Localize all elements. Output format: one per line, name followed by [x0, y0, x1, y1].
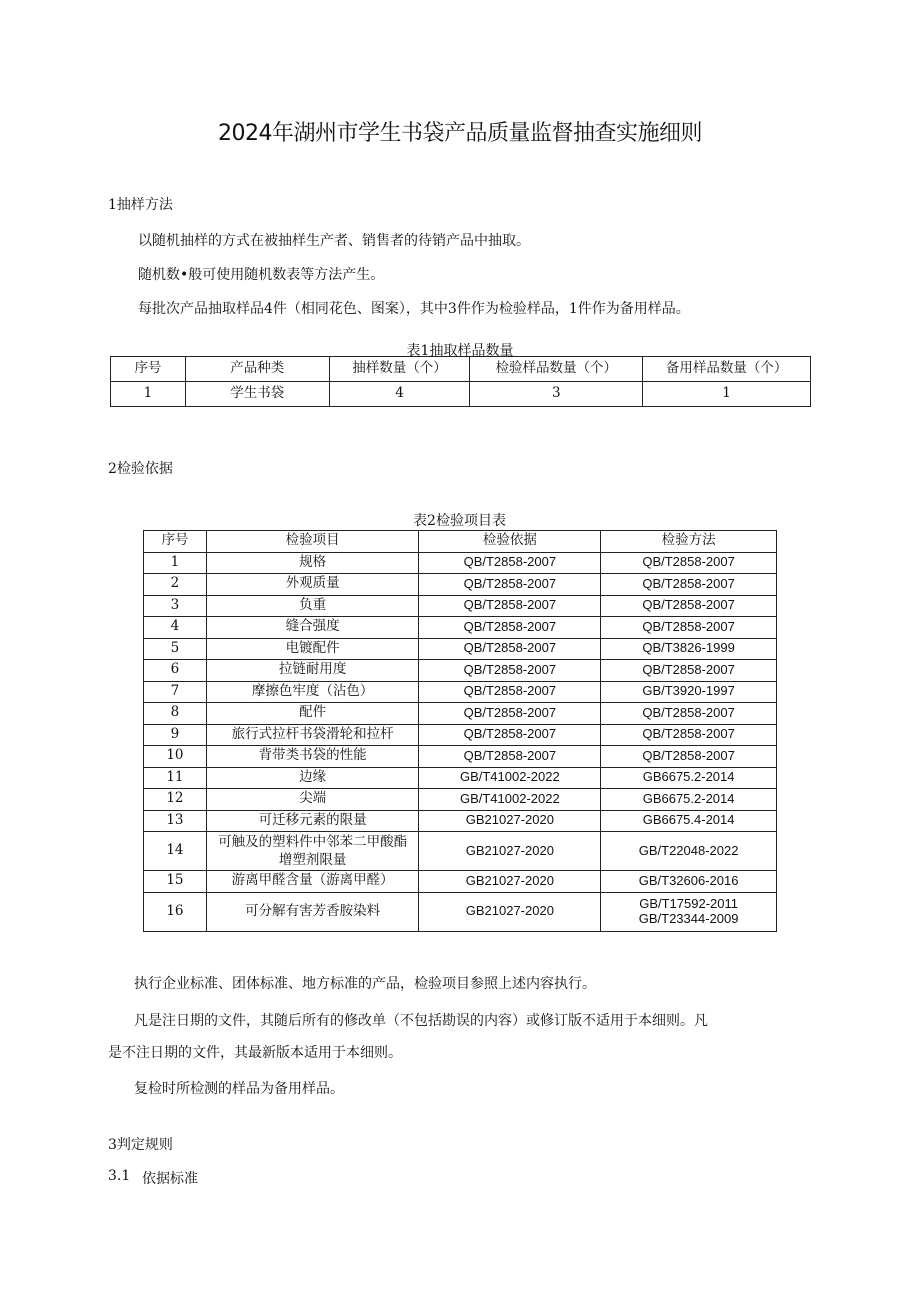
row-number-cell: 5 [144, 638, 207, 660]
inspection-basis-cell: QB/T2858-2007 [419, 681, 601, 703]
inspection-item-cell: 缝合强度 [206, 617, 419, 639]
inspection-basis-cell: QB/T2858-2007 [419, 595, 601, 617]
inspection-basis-cell: QB/T2858-2007 [419, 552, 601, 574]
page-title: 2024年湖州市学生书袋产品质量监督抽查实施细则 [218, 121, 702, 146]
table-row [144, 767, 777, 789]
inspection-item-cell: 摩擦色牢度（沾色） [206, 681, 419, 703]
subsection-heading: 依据标准 [142, 1171, 198, 1187]
table-row [144, 638, 777, 660]
table-header-row [144, 531, 777, 553]
table-row [144, 892, 777, 931]
inspection-item-cell: 可迁移元素的限量 [206, 810, 419, 832]
column-header: 备用样品数量（个） [643, 357, 811, 382]
inspection-basis-cell: GB21027-2020 [419, 832, 601, 871]
inspection-basis-cell: GB/T41002-2022 [419, 767, 601, 789]
inspection-basis-cell: GB21027-2020 [419, 892, 601, 931]
table-row [144, 574, 777, 596]
note-3: 复检时所检测的样品为备用样品。 [134, 1081, 344, 1097]
note-2-line-1: 凡是注日期的文件，其随后所有的修改单（不包括勘误的内容）或修订版不适用于本细则。凡 [134, 1013, 708, 1029]
subsection-number: 3.1 [108, 1168, 131, 1184]
table-row [144, 724, 777, 746]
sample-quantity-table [110, 356, 811, 407]
inspection-method-cell: QB/T3826-1999 [601, 638, 777, 660]
column-header: 产品种类 [185, 357, 329, 382]
inspection-basis-cell: GB21027-2020 [419, 871, 601, 893]
inspection-item-cell: 边缘 [206, 767, 419, 789]
row-number-cell: 7 [144, 681, 207, 703]
table-header-row [111, 357, 811, 382]
row-number-cell: 15 [144, 871, 207, 893]
inspection-item-cell: 可触及的塑料件中邻苯二甲酸酯增塑剂限量 [206, 832, 419, 871]
row-number-cell: 1 [144, 552, 207, 574]
row-number-cell: 6 [144, 660, 207, 682]
table-1-caption: 表1抽取样品数量 [406, 343, 514, 359]
column-header: 序号 [111, 357, 186, 382]
column-header: 检验依据 [419, 531, 601, 553]
row-number-cell: 2 [144, 574, 207, 596]
column-header: 检验项目 [206, 531, 419, 553]
section-2-heading: 2检验依据 [108, 461, 173, 477]
row-number-cell: 12 [144, 789, 207, 811]
section-1-heading: 1抽样方法 [108, 197, 173, 213]
table-row [144, 595, 777, 617]
inspection-method-line: GB/T17592-2011 [639, 895, 738, 911]
inspection-basis-cell: QB/T2858-2007 [419, 660, 601, 682]
inspection-basis-cell: QB/T2858-2007 [419, 746, 601, 768]
inspection-basis-cell: QB/T2858-2007 [419, 724, 601, 746]
row-number-cell: 11 [144, 767, 207, 789]
table-cell: 4 [329, 382, 470, 407]
table-row [144, 552, 777, 574]
section-1-paragraph-2: 随机数•般可使用随机数表等方法产生。 [138, 267, 385, 283]
inspection-method-cell: QB/T2858-2007 [601, 703, 777, 725]
inspection-method-cell: QB/T2858-2007 [601, 595, 777, 617]
table-row [144, 832, 777, 871]
row-number-cell: 9 [144, 724, 207, 746]
table-row [144, 810, 777, 832]
table-row [144, 746, 777, 768]
row-number-cell: 13 [144, 810, 207, 832]
inspection-item-cell: 外观质量 [206, 574, 419, 596]
inspection-item-cell: 可分解有害芳香胺染料 [206, 892, 419, 931]
inspection-basis-cell: QB/T2858-2007 [419, 574, 601, 596]
inspection-items-table [143, 530, 777, 932]
row-number-cell: 8 [144, 703, 207, 725]
section-3-heading: 3判定规则 [108, 1137, 173, 1153]
inspection-method-cell: GB6675.2-2014 [601, 767, 777, 789]
inspection-basis-cell: GB/T41002-2022 [419, 789, 601, 811]
table-row [144, 617, 777, 639]
inspection-basis-cell: QB/T2858-2007 [419, 638, 601, 660]
inspection-item-cell: 旅行式拉杆书袋滑轮和拉杆 [206, 724, 419, 746]
table-cell: 1 [111, 382, 186, 407]
inspection-method-cell: QB/T2858-2007 [601, 574, 777, 596]
inspection-item-cell: 背带类书袋的性能 [206, 746, 419, 768]
inspection-method-cell: QB/T2858-2007 [601, 724, 777, 746]
column-header: 序号 [144, 531, 207, 553]
inspection-method-cell: GB/T3920-1997 [601, 681, 777, 703]
table-row [144, 681, 777, 703]
table-row [144, 703, 777, 725]
table-cell: 3 [470, 382, 643, 407]
inspection-basis-cell: QB/T2858-2007 [419, 617, 601, 639]
row-number-cell: 10 [144, 746, 207, 768]
inspection-basis-cell: QB/T2858-2007 [419, 703, 601, 725]
table-2-caption: 表2检验项目表 [413, 513, 506, 529]
inspection-method-cell: GB/T22048-2022 [601, 832, 777, 871]
row-number-cell: 4 [144, 617, 207, 639]
inspection-method-cell: QB/T2858-2007 [601, 617, 777, 639]
table-row [144, 660, 777, 682]
inspection-method-cell: GB/T32606-2016 [601, 871, 777, 893]
inspection-item-cell: 尖端 [206, 789, 419, 811]
table-cell: 1 [643, 382, 811, 407]
table-row [111, 382, 811, 407]
row-number-cell: 16 [144, 892, 207, 931]
table-row [144, 871, 777, 893]
inspection-item-cell: 配件 [206, 703, 419, 725]
inspection-item-cell: 电镀配件 [206, 638, 419, 660]
inspection-method-cell: QB/T2858-2007 [601, 552, 777, 574]
inspection-method-cell [601, 892, 777, 931]
section-1-paragraph-3: 每批次产品抽取样品4件（相同花色、图案），其中3件作为检验样品，1件作为备用样品。 [138, 301, 690, 317]
inspection-item-cell: 游离甲醛含量（游离甲醛） [206, 871, 419, 893]
row-number-cell: 14 [144, 832, 207, 871]
inspection-method-line: GB/T23344-2009 [638, 910, 739, 926]
inspection-item-cell: 规格 [206, 552, 419, 574]
table-cell: 学生书袋 [185, 382, 329, 407]
note-1: 执行企业标准、团体标准、地方标准的产品，检验项目参照上述内容执行。 [134, 976, 596, 992]
inspection-basis-cell: GB21027-2020 [419, 810, 601, 832]
inspection-item-cell: 拉链耐用度 [206, 660, 419, 682]
row-number-cell: 3 [144, 595, 207, 617]
inspection-method-cell: GB6675.2-2014 [601, 789, 777, 811]
column-header: 抽样数量（个） [329, 357, 470, 382]
column-header: 检验样品数量（个） [470, 357, 643, 382]
table-row [144, 789, 777, 811]
section-1-paragraph-1: 以随机抽样的方式在被抽样生产者、销售者的待销产品中抽取。 [138, 233, 530, 249]
inspection-method-cell: QB/T2858-2007 [601, 660, 777, 682]
inspection-item-cell: 负重 [206, 595, 419, 617]
column-header: 检验方法 [601, 531, 777, 553]
inspection-method-cell: GB6675.4-2014 [601, 810, 777, 832]
inspection-method-cell: QB/T2858-2007 [601, 746, 777, 768]
note-2-line-2: 是不注日期的文件，其最新版本适用于本细则。 [108, 1045, 402, 1061]
